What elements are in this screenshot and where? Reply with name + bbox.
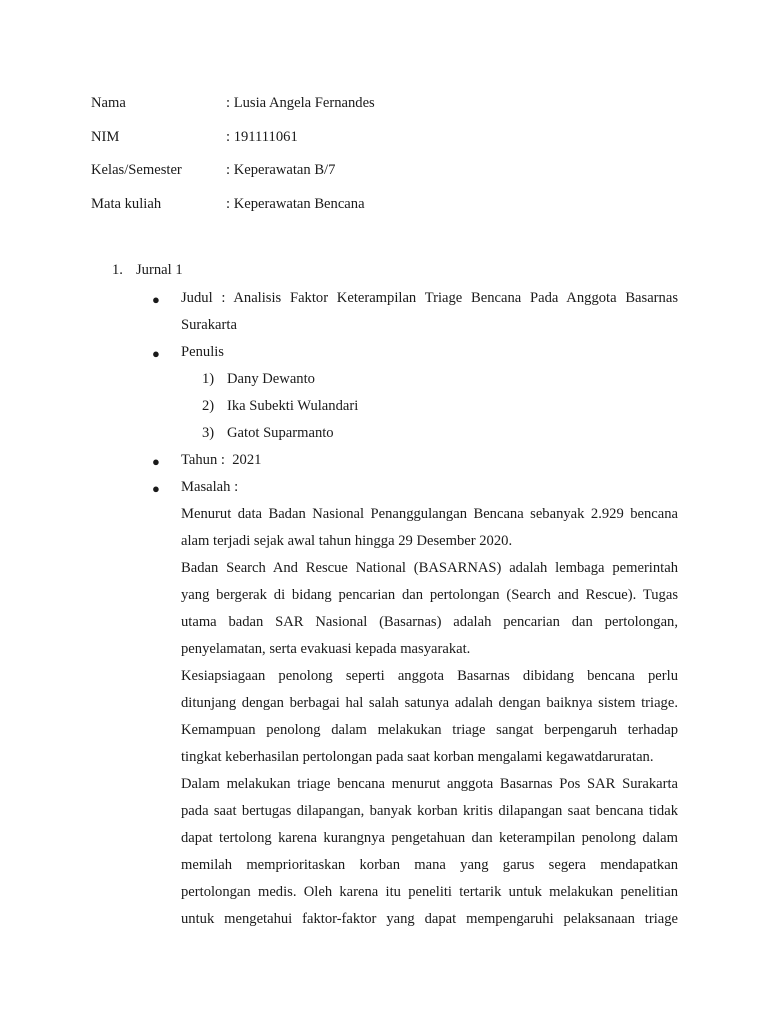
bullet-icon: ●: [152, 346, 160, 361]
identity-label: NIM: [91, 128, 120, 145]
masalah-line: Kemampuan penolong dalam melakukan triage sangat berpengaruh terhadap: [181, 722, 678, 738]
bullet-icon: ●: [152, 292, 160, 307]
bullet-icon: ●: [152, 454, 160, 469]
masalah-line: Menurut data Badan Nasional Penanggulangan Bencana sebanyak 2.929 bencana: [181, 506, 678, 522]
masalah-line: alam terjadi sejak awal tahun hingga 29 Desember 2020.: [181, 533, 513, 549]
masalah-line: Kesiapsiagaan penolong seperti anggota Basarnas dibidang bencana perlu: [181, 668, 678, 684]
identity-row-matakuliah: [91, 194, 691, 228]
journal-heading: [112, 260, 183, 280]
author-number: 3): [202, 425, 215, 441]
masalah-line: ditunjang dengan berbagai hal salah satunya adalah dengan baiknya sistem triage.: [181, 695, 678, 711]
identity-block: [91, 93, 691, 227]
author-number: 1): [202, 371, 215, 387]
author-name: Gatot Suparmanto: [227, 425, 334, 441]
judul-line: Judul : Analisis Faktor Keterampilan Triage Bencana Pada Anggota Basarnas: [181, 290, 678, 306]
identity-value: : Keperawatan Bencana: [226, 195, 365, 212]
masalah-block: [181, 474, 678, 933]
author-name: Ika Subekti Wulandari: [227, 398, 359, 414]
identity-row-nama: [91, 93, 691, 127]
masalah-line: memilah memprioritaskan korban mana yang garus segera mendapatkan: [181, 857, 678, 873]
masalah-line: dapat tertolong karena kurangnya pengetahuan dan keterampilan penolong dalam: [181, 830, 678, 846]
identity-label: Mata kuliah: [91, 195, 162, 212]
masalah-line: utama badan SAR Nasional (Basarnas) adalah pencarian dan pertolongan,: [181, 614, 678, 630]
penulis-label-block: [181, 339, 678, 366]
masalah-line: yang bergerak di bidang pencarian dan pertolongan (Search and Rescue). Tugas: [181, 587, 678, 603]
masalah-line: penyelamatan, serta evakuasi kepada masyarakat.: [181, 641, 471, 657]
identity-label: Nama: [91, 95, 126, 111]
penulis-label: Penulis: [181, 344, 224, 360]
tahun-block: [181, 447, 678, 474]
masalah-line: untuk mengetahui faktor-faktor yang dapat mempengaruhi pelaksanaan triage: [181, 911, 678, 927]
identity-row-nim: [91, 127, 691, 161]
identity-label: Kelas/Semester: [91, 162, 182, 179]
masalah-line: pertolongan medis. Oleh karena itu peneliti tertarik untuk melakukan penelitian: [181, 884, 678, 900]
author-item: [202, 396, 358, 416]
author-name: Dany Dewanto: [227, 371, 315, 387]
journal-title: Jurnal 1: [136, 262, 183, 278]
identity-value: : Lusia Angela Fernandes: [226, 95, 375, 111]
bullet-icon: ●: [152, 481, 160, 496]
author-item: [202, 423, 334, 443]
tahun-text: Tahun : 2021: [181, 452, 262, 468]
author-number: 2): [202, 398, 215, 414]
masalah-line: Dalam melakukan triage bencana menurut anggota Basarnas Pos SAR Surakarta: [181, 776, 678, 792]
masalah-line: Badan Search And Rescue National (BASARNAS) adalah lembaga pemerintah: [181, 560, 678, 576]
identity-row-kelas: [91, 160, 691, 194]
identity-value: : Keperawatan B/7: [226, 162, 336, 179]
list-number: 1.: [112, 262, 123, 278]
masalah-line: tingkat keberhasilan pertolongan pada saat korban mengalami kegawatdaruratan.: [181, 749, 654, 765]
masalah-line: pada saat bertugas dilapangan, banyak korban kritis dilapangan saat bencana tidak: [181, 803, 678, 819]
judul-line: Surakarta: [181, 317, 237, 333]
judul-paragraph: [181, 285, 678, 339]
author-item: [202, 369, 315, 389]
masalah-label: Masalah :: [181, 479, 239, 495]
identity-value: : 191111061: [226, 128, 298, 145]
